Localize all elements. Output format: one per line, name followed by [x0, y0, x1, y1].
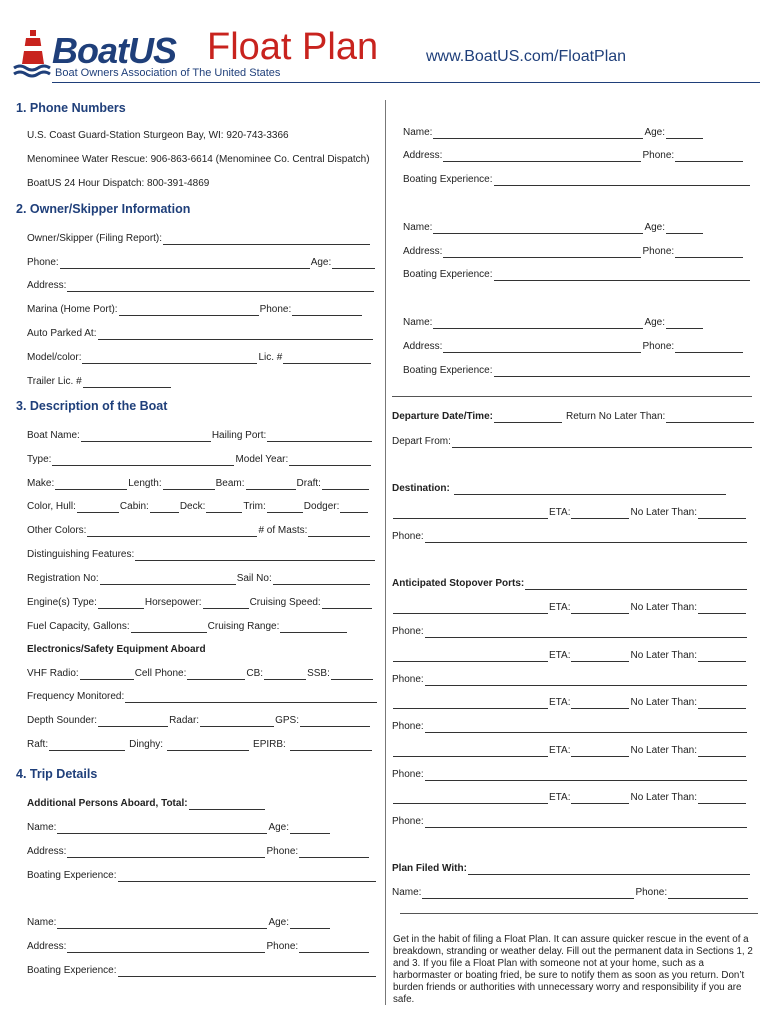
person-phone-label: Phone:: [642, 246, 675, 257]
raft-field[interactable]: [49, 740, 125, 751]
person-address-field[interactable]: [67, 942, 265, 953]
dodger-field[interactable]: [340, 502, 368, 513]
make-label: Make:: [27, 478, 55, 489]
owner-label: Owner/Skipper (Filing Report):: [27, 233, 163, 244]
sail-no-field[interactable]: [273, 574, 370, 585]
cabin-field[interactable]: [150, 502, 179, 513]
marina-phone-label: Phone:: [259, 304, 292, 315]
section-separator: [400, 913, 758, 914]
trailer-lic-label: Trailer Lic. #: [27, 376, 82, 387]
gps-label: GPS:: [275, 715, 299, 726]
person-experience-label: Boating Experience:: [27, 870, 117, 881]
beam-field[interactable]: [246, 479, 296, 490]
no-later-field[interactable]: [698, 651, 746, 662]
raft-label: Raft:: [27, 739, 49, 750]
phone-line: Menominee Water Rescue: 906-863-6614 (Menominee Co. Central Dispatch): [27, 154, 370, 165]
other-colors-label: Other Colors:: [27, 525, 87, 536]
person-name-label: Name:: [403, 317, 433, 328]
stopover-phone-field[interactable]: [425, 722, 747, 733]
model-year-label: Model Year:: [235, 454, 289, 465]
person-experience-label: Boating Experience:: [27, 965, 117, 976]
person-name-field[interactable]: [433, 223, 643, 234]
fuel-label: Fuel Capacity, Gallons:: [27, 621, 130, 632]
eta-label: ETA:: [549, 697, 571, 708]
person-phone-label: Phone:: [266, 846, 299, 857]
cruising-speed-label: Cruising Speed:: [249, 597, 321, 608]
marina-phone-field[interactable]: [292, 305, 362, 316]
model-color-field[interactable]: [82, 353, 257, 364]
form-title: Float Plan: [207, 26, 379, 68]
phone-line: U.S. Coast Guard-Station Sturgeon Bay, WI: 920-743-3366: [27, 130, 289, 141]
stopover-label: Anticipated Stopover Ports:: [392, 578, 525, 589]
auto-parked-field[interactable]: [98, 329, 373, 340]
person-name-field[interactable]: [433, 128, 643, 139]
frequency-field[interactable]: [125, 692, 377, 703]
destination-line-field[interactable]: [393, 508, 548, 519]
owner-address-field[interactable]: [67, 281, 374, 292]
no-later-field[interactable]: [698, 698, 746, 709]
page-header: [0, 0, 770, 95]
person-age-field[interactable]: [666, 318, 703, 329]
departure-label: Departure Date/Time:: [392, 411, 493, 422]
person-name-label: Name:: [403, 127, 433, 138]
person-experience-label: Boating Experience:: [403, 365, 493, 376]
person-age-field[interactable]: [290, 918, 330, 929]
return-field[interactable]: [666, 412, 754, 423]
person-name-label: Name:: [27, 917, 57, 928]
distinguishing-label: Distinguishing Features:: [27, 549, 135, 560]
additional-persons-field[interactable]: [189, 799, 265, 810]
stopover-phone-label: Phone:: [392, 626, 424, 637]
person-age-label: Age:: [644, 317, 666, 328]
eta-label: ETA:: [549, 507, 571, 518]
auto-parked-label: Auto Parked At:: [27, 328, 97, 339]
eta-field[interactable]: [571, 508, 629, 519]
person-experience-label: Boating Experience:: [403, 174, 493, 185]
lic-label: Lic. #: [258, 352, 283, 363]
section-heading-boat: 3. Description of the Boat: [16, 399, 168, 413]
person-name-field[interactable]: [57, 918, 267, 929]
deck-label: Deck:: [179, 501, 206, 512]
person-address-label: Address:: [27, 846, 67, 857]
person-phone-label: Phone:: [642, 341, 675, 352]
eta-field[interactable]: [571, 793, 629, 804]
person-phone-field[interactable]: [299, 847, 369, 858]
sail-no-label: Sail No:: [236, 573, 272, 584]
other-colors-field[interactable]: [87, 526, 257, 537]
person-age-field[interactable]: [666, 128, 703, 139]
section-heading-owner: 2. Owner/Skipper Information: [16, 202, 191, 216]
trim-label: Trim:: [243, 501, 266, 512]
stopover-port-field[interactable]: [393, 746, 548, 757]
person-name-field[interactable]: [57, 823, 267, 834]
radar-label: Radar:: [169, 715, 200, 726]
depth-field[interactable]: [98, 716, 168, 727]
eta-label: ETA:: [549, 745, 571, 756]
eta-field[interactable]: [571, 698, 629, 709]
color-hull-field[interactable]: [77, 502, 119, 513]
plan-filed-phone-label: Phone:: [635, 887, 668, 898]
cb-label: CB:: [246, 668, 264, 679]
stopover-phone-field[interactable]: [425, 627, 747, 638]
no-later-field[interactable]: [698, 508, 746, 519]
horsepower-field[interactable]: [203, 598, 249, 609]
eta-field[interactable]: [571, 603, 629, 614]
owner-field[interactable]: [163, 234, 370, 245]
electronics-heading: Electronics/Safety Equipment Aboard: [27, 644, 206, 655]
registration-label: Registration No:: [27, 573, 99, 584]
person-address-label: Address:: [403, 246, 443, 257]
color-hull-label: Color, Hull:: [27, 501, 76, 512]
no-later-field[interactable]: [698, 793, 746, 804]
section-heading-phone-numbers: 1. Phone Numbers: [16, 101, 126, 115]
stopover-port-field[interactable]: [393, 651, 548, 662]
trim-field[interactable]: [267, 502, 303, 513]
dodger-label: Dodger:: [303, 501, 340, 512]
stopover-phone-label: Phone:: [392, 816, 424, 827]
person-experience-field[interactable]: [118, 871, 376, 882]
owner-age-label: Age:: [310, 257, 332, 268]
person-address-field[interactable]: [443, 247, 641, 258]
person-experience-field[interactable]: [494, 270, 750, 281]
depart-from-field[interactable]: [452, 437, 752, 448]
cruising-range-label: Cruising Range:: [207, 621, 280, 632]
stopover-phone-label: Phone:: [392, 674, 424, 685]
stopover-phone-label: Phone:: [392, 769, 424, 780]
fuel-field[interactable]: [131, 622, 207, 633]
person-age-field[interactable]: [666, 223, 703, 234]
person-phone-field[interactable]: [299, 942, 369, 953]
hailing-port-field[interactable]: [267, 431, 372, 442]
person-age-label: Age:: [268, 917, 290, 928]
person-experience-label: Boating Experience:: [403, 269, 493, 280]
plan-filed-label: Plan Filed With:: [392, 863, 467, 874]
cb-field[interactable]: [264, 669, 306, 680]
plan-filed-phone-field[interactable]: [668, 888, 748, 899]
person-address-field[interactable]: [67, 847, 265, 858]
person-name-label: Name:: [27, 822, 57, 833]
person-phone-field[interactable]: [675, 342, 743, 353]
buoy-logo-icon: [12, 28, 56, 80]
type-field[interactable]: [52, 455, 234, 466]
ssb-field[interactable]: [331, 669, 373, 680]
stopover-port-field[interactable]: [393, 603, 548, 614]
owner-phone-label: Phone:: [27, 257, 59, 268]
vhf-field[interactable]: [80, 669, 134, 680]
boat-name-field[interactable]: [81, 431, 211, 442]
no-later-field[interactable]: [698, 746, 746, 757]
plan-filed-name-field[interactable]: [422, 888, 634, 899]
length-label: Length:: [128, 478, 162, 489]
marina-label: Marina (Home Port):: [27, 304, 118, 315]
person-age-field[interactable]: [290, 823, 330, 834]
column-divider: [385, 100, 386, 1005]
no-later-label: No Later Than:: [630, 507, 698, 518]
stopover-phone-label: Phone:: [392, 721, 424, 732]
plan-filed-name-label: Name:: [392, 887, 422, 898]
person-phone-label: Phone:: [642, 150, 675, 161]
deck-field[interactable]: [206, 502, 242, 513]
no-later-label: No Later Than:: [630, 745, 698, 756]
hailing-port-label: Hailing Port:: [211, 430, 267, 441]
cabin-label: Cabin:: [119, 501, 149, 512]
person-name-field[interactable]: [433, 318, 643, 329]
person-address-field[interactable]: [443, 342, 641, 353]
brand-logo: BoatUS: [52, 30, 177, 71]
dinghy-field[interactable]: [167, 740, 249, 751]
phone-line: BoatUS 24 Hour Dispatch: 800-391-4869: [27, 178, 210, 189]
trailer-lic-field[interactable]: [83, 377, 171, 388]
person-address-field[interactable]: [443, 151, 641, 162]
person-phone-field[interactable]: [675, 247, 743, 258]
destination-phone-label: Phone:: [392, 531, 424, 542]
make-field[interactable]: [55, 479, 127, 490]
cruising-speed-field[interactable]: [322, 598, 372, 609]
advice-note: Get in the habit of filing a Float Plan. It can assure quicker rescue in the event of a breakdown, stranding or weather delay. Fill out the permanent data in Sections 1, 2 and 3. If you file a Float Plan with someone not at your home, such as a harbormaster or boating fried, be sure to notify them as soon as you return. Don’t burden friends or authorities with unnecessary worry and responsibility if you are safe.: [393, 934, 753, 1005]
cruising-range-field[interactable]: [280, 622, 347, 633]
stopover-phone-field[interactable]: [425, 675, 747, 686]
masts-label: # of Masts:: [258, 525, 308, 536]
type-label: Type:: [27, 454, 52, 465]
departure-field[interactable]: [494, 412, 562, 423]
draft-label: Draft:: [296, 478, 321, 489]
marina-field[interactable]: [119, 305, 259, 316]
owner-phone-field[interactable]: [60, 258, 310, 269]
section-heading-trip: 4. Trip Details: [16, 767, 98, 781]
plan-filed-field[interactable]: [468, 864, 750, 875]
eta-label: ETA:: [549, 602, 571, 613]
person-address-label: Address:: [403, 341, 443, 352]
person-age-label: Age:: [644, 127, 666, 138]
person-phone-label: Phone:: [266, 941, 299, 952]
person-experience-field[interactable]: [494, 175, 750, 186]
ssb-label: SSB:: [307, 668, 330, 679]
radar-field[interactable]: [200, 716, 274, 727]
distinguishing-field[interactable]: [135, 550, 375, 561]
boat-name-label: Boat Name:: [27, 430, 80, 441]
person-address-label: Address:: [403, 150, 443, 161]
cell-label: Cell Phone:: [134, 668, 187, 679]
epirb-field[interactable]: [290, 740, 372, 751]
person-age-label: Age:: [268, 822, 290, 833]
no-later-label: No Later Than:: [630, 602, 698, 613]
person-phone-field[interactable]: [675, 151, 743, 162]
destination-field[interactable]: [454, 484, 726, 495]
stopover-phone-field[interactable]: [425, 817, 747, 828]
lic-field[interactable]: [283, 353, 371, 364]
destination-phone-field[interactable]: [425, 532, 747, 543]
beam-label: Beam:: [215, 478, 245, 489]
draft-field[interactable]: [322, 479, 369, 490]
stopover-phone-field[interactable]: [425, 770, 747, 781]
additional-persons-label: Additional Persons Aboard, Total:: [27, 798, 188, 809]
vhf-label: VHF Radio:: [27, 668, 79, 679]
cell-field[interactable]: [187, 669, 245, 680]
person-age-label: Age:: [644, 222, 666, 233]
stopover-field[interactable]: [525, 579, 747, 590]
dinghy-label: Dinghy:: [129, 739, 164, 750]
owner-age-field[interactable]: [332, 258, 375, 269]
eta-field[interactable]: [571, 746, 629, 757]
masts-field[interactable]: [308, 526, 370, 537]
person-experience-field[interactable]: [118, 966, 376, 977]
model-color-label: Model/color:: [27, 352, 82, 363]
person-experience-field[interactable]: [494, 366, 750, 377]
registration-field[interactable]: [100, 574, 236, 585]
depart-from-label: Depart From:: [392, 436, 451, 447]
no-later-label: No Later Than:: [630, 650, 698, 661]
gps-field[interactable]: [300, 716, 370, 727]
person-name-label: Name:: [403, 222, 433, 233]
person-address-label: Address:: [27, 941, 67, 952]
owner-address-label: Address:: [27, 280, 67, 291]
model-year-field[interactable]: [289, 455, 371, 466]
eta-label: ETA:: [549, 650, 571, 661]
engine-field[interactable]: [98, 598, 144, 609]
header-rule: [52, 82, 760, 83]
frequency-label: Frequency Monitored:: [27, 691, 125, 702]
return-label: Return No Later Than:: [565, 411, 666, 422]
length-field[interactable]: [163, 479, 215, 490]
eta-label: ETA:: [549, 792, 571, 803]
section-separator: [392, 396, 752, 397]
engine-label: Engine(s) Type:: [27, 597, 97, 608]
stopover-port-field[interactable]: [393, 698, 548, 709]
depth-label: Depth Sounder:: [27, 715, 98, 726]
brand-tagline: Boat Owners Association of The United States: [55, 67, 281, 79]
epirb-label: EPIRB:: [253, 739, 286, 750]
horsepower-label: Horsepower:: [144, 597, 202, 608]
no-later-field[interactable]: [698, 603, 746, 614]
eta-field[interactable]: [571, 651, 629, 662]
no-later-label: No Later Than:: [630, 697, 698, 708]
website-url[interactable]: www.BoatUS.com/FloatPlan: [426, 48, 627, 65]
no-later-label: No Later Than:: [630, 792, 698, 803]
stopover-port-field[interactable]: [393, 793, 548, 804]
destination-label: Destination:: [392, 483, 450, 494]
